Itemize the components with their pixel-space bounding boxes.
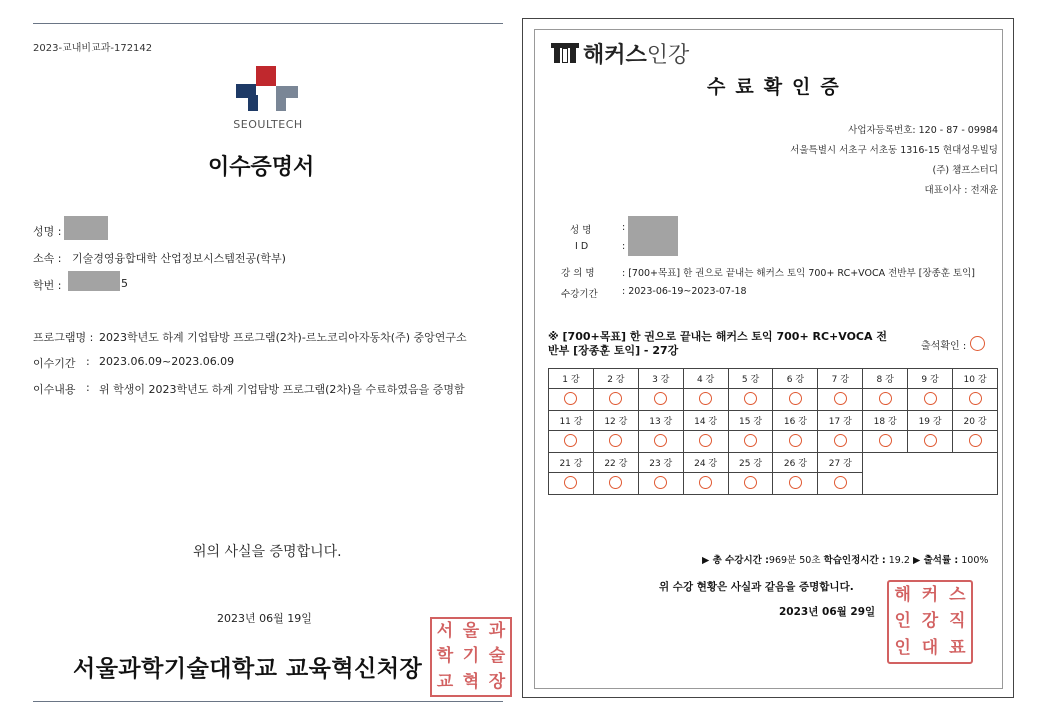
program-value: 2023학년도 하계 기업탐방 프로그램(2차)-르노코리아자동차(주) 중앙연구소 xyxy=(99,331,467,344)
attended-circle-icon xyxy=(593,389,638,411)
lecture-label: 9 강 xyxy=(908,369,953,389)
attended-circle-icon xyxy=(773,473,818,495)
lecture-label: 21 강 xyxy=(549,453,594,473)
course-heading-line-1: ※ [700+목표] 한 권으로 끝내는 해커스 토익 700+ RC+VOCA 전 xyxy=(548,330,887,343)
student-redaction xyxy=(628,216,678,256)
total-time-label: ▶ 총 수강시간 : xyxy=(702,555,769,566)
attendance-table xyxy=(548,368,998,495)
attended-circle-icon xyxy=(773,431,818,453)
lecture-label: 6 강 xyxy=(773,369,818,389)
attendance-rate-value: 100% xyxy=(961,555,989,566)
lecture-label: 3 강 xyxy=(638,369,683,389)
course-heading-line-2: 반부 [장종훈 토익] - 27강 xyxy=(548,344,679,357)
lecture-label: 13 강 xyxy=(638,411,683,431)
certification-statement-r: 위 수강 현황은 사실과 같음을 증명합니다. xyxy=(659,581,854,593)
attended-circle-icon xyxy=(683,473,728,495)
attended-circle-icon xyxy=(683,431,728,453)
attended-circle-icon xyxy=(908,431,953,453)
lecture-label: 23 강 xyxy=(638,453,683,473)
program-label: 프로그램명 : xyxy=(33,331,94,344)
lecture-label: 16 강 xyxy=(773,411,818,431)
company-address: 서울특별시 서초구 서초동 1316-15 현대성우빌딩 xyxy=(790,145,998,156)
lecture-label: 5 강 xyxy=(728,369,773,389)
attendance-check-icon xyxy=(970,336,985,351)
business-registration: 사업자등록번호: 120 - 87 - 09984 xyxy=(848,125,998,136)
top-rule xyxy=(33,23,503,24)
total-time-value: 969분 50초 xyxy=(768,555,821,566)
lecture-label: 22 강 xyxy=(593,453,638,473)
period-label: 이수기간 xyxy=(33,357,76,370)
lecture-label: 26 강 xyxy=(773,453,818,473)
lecture-label: 4 강 xyxy=(683,369,728,389)
period-sep: : xyxy=(86,355,90,368)
seoultech-logo xyxy=(231,66,305,114)
company-name: (주) 챔프스터디 xyxy=(932,165,998,176)
lecture-label: 1 강 xyxy=(549,369,594,389)
attended-circle-icon xyxy=(593,431,638,453)
affiliation-label: 소속 : xyxy=(33,252,62,265)
issue-date: 2023년 06월 19일 xyxy=(217,612,312,625)
attended-circle-icon xyxy=(728,473,773,495)
name-label-r: 성 명 xyxy=(570,225,592,236)
lecture-label: 8 강 xyxy=(863,369,908,389)
attended-circle-icon xyxy=(818,473,863,495)
bottom-rule xyxy=(33,701,503,702)
empty-cell xyxy=(863,453,998,495)
page-title: 이수증명서 xyxy=(208,155,315,180)
attended-circle-icon xyxy=(908,389,953,411)
attended-circle-icon xyxy=(953,389,998,411)
attended-circle-icon xyxy=(728,431,773,453)
attended-circle-icon xyxy=(638,431,683,453)
attended-circle-icon xyxy=(683,389,728,411)
hackers-brand xyxy=(583,38,689,69)
lecture-label: 15 강 xyxy=(728,411,773,431)
lecture-label: 27 강 xyxy=(818,453,863,473)
lecture-label: 11 강 xyxy=(549,411,594,431)
lecture-label: 7 강 xyxy=(818,369,863,389)
attended-circle-icon xyxy=(638,389,683,411)
lecture-label: 19 강 xyxy=(908,411,953,431)
course-value: : [700+목표] 한 권으로 끝내는 해커스 토익 700+ RC+VOCA 전반부 [장종훈 토익] xyxy=(622,268,975,279)
course-heading xyxy=(548,330,888,358)
issue-date-r: 2023년 06월 29일 xyxy=(779,606,876,618)
attended-circle-icon xyxy=(818,431,863,453)
course-label: 강 의 명 xyxy=(561,268,595,279)
name-redaction xyxy=(64,216,108,240)
attendance-rate-label: ▶ 출석률 : xyxy=(912,555,959,566)
credit-time-label: 학습인정시간 : xyxy=(823,555,886,566)
study-summary xyxy=(702,552,988,566)
hackers-logo-icon xyxy=(551,40,579,64)
attended-circle-icon xyxy=(549,389,594,411)
attended-circle-icon xyxy=(638,473,683,495)
period-value-r: : 2023-06-19~2023-07-18 xyxy=(622,286,747,297)
ceo-name: 대표이사 : 전재윤 xyxy=(924,185,998,196)
id-label: I D xyxy=(575,241,589,252)
attended-circle-icon xyxy=(549,473,594,495)
attended-circle-icon xyxy=(863,431,908,453)
lecture-label: 14 강 xyxy=(683,411,728,431)
student-id-suffix: 5 xyxy=(121,277,128,290)
official-seal: 서 울 과 학 기 술 교 혁 장 xyxy=(430,617,512,697)
brand-suffix: 인강 xyxy=(646,43,690,68)
attended-circle-icon xyxy=(549,431,594,453)
lecture-label: 2 강 xyxy=(593,369,638,389)
lecture-label: 17 강 xyxy=(818,411,863,431)
credit-time-value: 19.2 xyxy=(888,555,910,566)
issuer-name: 서울과학기술대학교 교육혁신처장 xyxy=(73,656,423,682)
id-colon: : xyxy=(622,241,626,252)
logo-text: SEOULTECH xyxy=(233,118,303,131)
doc-number: 2023-교내비교과-172142 xyxy=(33,43,153,54)
lecture-label: 10 강 xyxy=(953,369,998,389)
content-sep: : xyxy=(86,381,90,394)
content-value: 위 학생이 2023학년도 하계 기업탐방 프로그램(2차)을 수료하였음을 증명함 xyxy=(99,383,465,396)
attended-circle-icon xyxy=(818,389,863,411)
seoultech-certificate xyxy=(0,0,520,711)
attended-circle-icon xyxy=(863,389,908,411)
attended-circle-icon xyxy=(728,389,773,411)
name-colon: : xyxy=(622,222,626,233)
lecture-label: 18 강 xyxy=(863,411,908,431)
attended-circle-icon xyxy=(773,389,818,411)
brand-main: 해커스 xyxy=(583,43,647,68)
period-value: 2023.06.09~2023.06.09 xyxy=(99,355,235,368)
certification-statement: 위의 사실을 증명합니다. xyxy=(193,544,342,560)
attended-circle-icon xyxy=(953,431,998,453)
affiliation-value: 기술경영융합대학 산업정보시스템전공(학부) xyxy=(72,252,286,265)
lecture-label: 12 강 xyxy=(593,411,638,431)
student-id-redaction xyxy=(68,271,120,291)
lecture-label: 24 강 xyxy=(683,453,728,473)
content-label: 이수내용 xyxy=(33,383,76,396)
period-label-r: 수강기간 xyxy=(561,289,598,300)
lecture-label: 25 강 xyxy=(728,453,773,473)
certificate-title: 수료확인증 xyxy=(707,76,849,98)
attendance-check-label: 출석확인 : xyxy=(921,341,967,352)
lecture-label: 20 강 xyxy=(953,411,998,431)
name-label: 성명 : xyxy=(33,225,62,238)
company-seal: 해 커 스 인 강 직 인 대 표 xyxy=(887,580,973,664)
student-id-label: 학번 : xyxy=(33,279,62,292)
attended-circle-icon xyxy=(593,473,638,495)
